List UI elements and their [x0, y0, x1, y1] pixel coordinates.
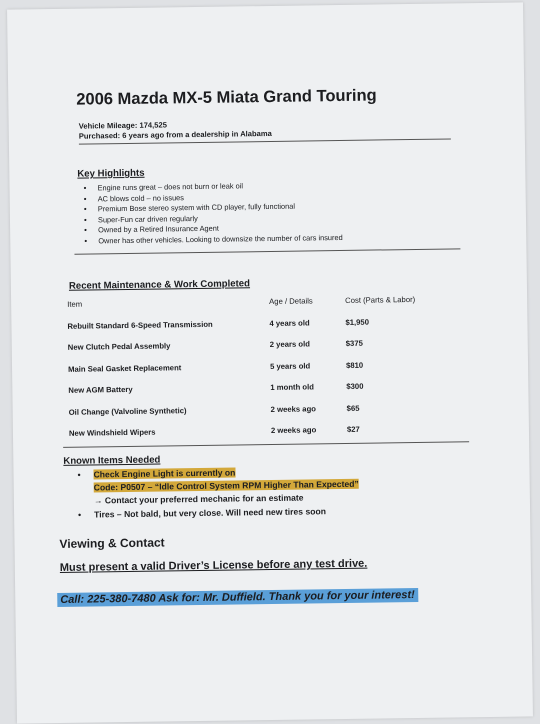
vehicle-mileage: Vehicle Mileage: 174,525 — [79, 120, 167, 130]
key-highlights-heading: Key Highlights — [77, 168, 144, 180]
cell-cost: $375 — [346, 339, 363, 348]
listing-sheet — [7, 2, 533, 723]
bullet-icon: • — [78, 510, 81, 520]
cell-age: 5 years old — [270, 361, 310, 371]
cell-cost: $810 — [346, 360, 363, 369]
contact-call-line: Call: 225-380-7480 Ask for: Mr. Duffield. Thank you for your interest! — [57, 588, 418, 607]
highlights-list — [77, 180, 342, 247]
list-item: • Premium Bose stereo system with CD player, fully functional — [78, 201, 343, 215]
cell-item: New Clutch Pedal Assembly — [68, 341, 171, 351]
code-line — [94, 479, 359, 493]
viewing-heading: Viewing & Contact — [59, 535, 164, 550]
list-item: • Super-Fun car driven regularly — [78, 212, 343, 226]
cell-age: 2 weeks ago — [271, 404, 316, 414]
list-item: • AC blows cold – no issues — [78, 191, 343, 205]
divider — [63, 441, 469, 448]
cell-item: Main Seal Gasket Replacement — [68, 363, 181, 374]
cell-cost: $300 — [346, 382, 363, 391]
cell-age: 4 years old — [269, 318, 309, 328]
column-header-age: Age / Details — [269, 296, 313, 306]
diagnostic-code: Code: P0507 – “Idle Control System RPM Higher Than Expected” — [94, 479, 359, 493]
tires-note: Tires – Not bald, but very close. Will need new tires soon — [94, 506, 326, 519]
engine-light-note: Check Engine Light is currently on — [93, 467, 235, 479]
cell-age: 1 month old — [270, 382, 314, 392]
maintenance-table — [67, 296, 69, 446]
divider — [74, 248, 460, 254]
column-header-item: Item — [67, 300, 82, 309]
list-item: • Owner has other vehicles. Looking to downsize the number of cars insured — [78, 233, 343, 247]
cell-item: New Windshield Wipers — [69, 428, 156, 438]
known-items-heading: Known Items Needed — [63, 455, 160, 467]
cell-cost: $1,950 — [345, 317, 369, 326]
engine-light-line — [93, 467, 235, 479]
maintenance-heading: Recent Maintenance & Work Completed — [69, 278, 250, 292]
listing-title: 2006 Mazda MX-5 Miata Grand Touring — [76, 86, 377, 109]
list-item: • Owned by a Retired Insurance Agent — [78, 222, 343, 236]
cell-cost: $65 — [347, 403, 360, 412]
cell-item: Oil Change (Valvoline Synthetic) — [69, 406, 187, 417]
cell-cost: $27 — [347, 425, 360, 434]
cell-item: Rebuilt Standard 6-Speed Transmission — [67, 319, 212, 330]
mechanic-note: → Contact your preferred mechanic for an estimate — [94, 493, 304, 506]
cell-age: 2 years old — [270, 339, 310, 349]
license-requirement: Must present a valid Driver’s License before any test drive. — [60, 558, 368, 574]
bullet-icon: • — [77, 470, 80, 480]
cell-age: 2 weeks ago — [271, 425, 316, 435]
purchase-info: Purchased: 6 years ago from a dealership in Alabama — [79, 129, 272, 141]
cell-item: New AGM Battery — [68, 385, 132, 395]
list-item: • Engine runs great – does not burn or leak oil — [77, 180, 342, 194]
column-header-cost: Cost (Parts & Labor) — [345, 295, 415, 305]
